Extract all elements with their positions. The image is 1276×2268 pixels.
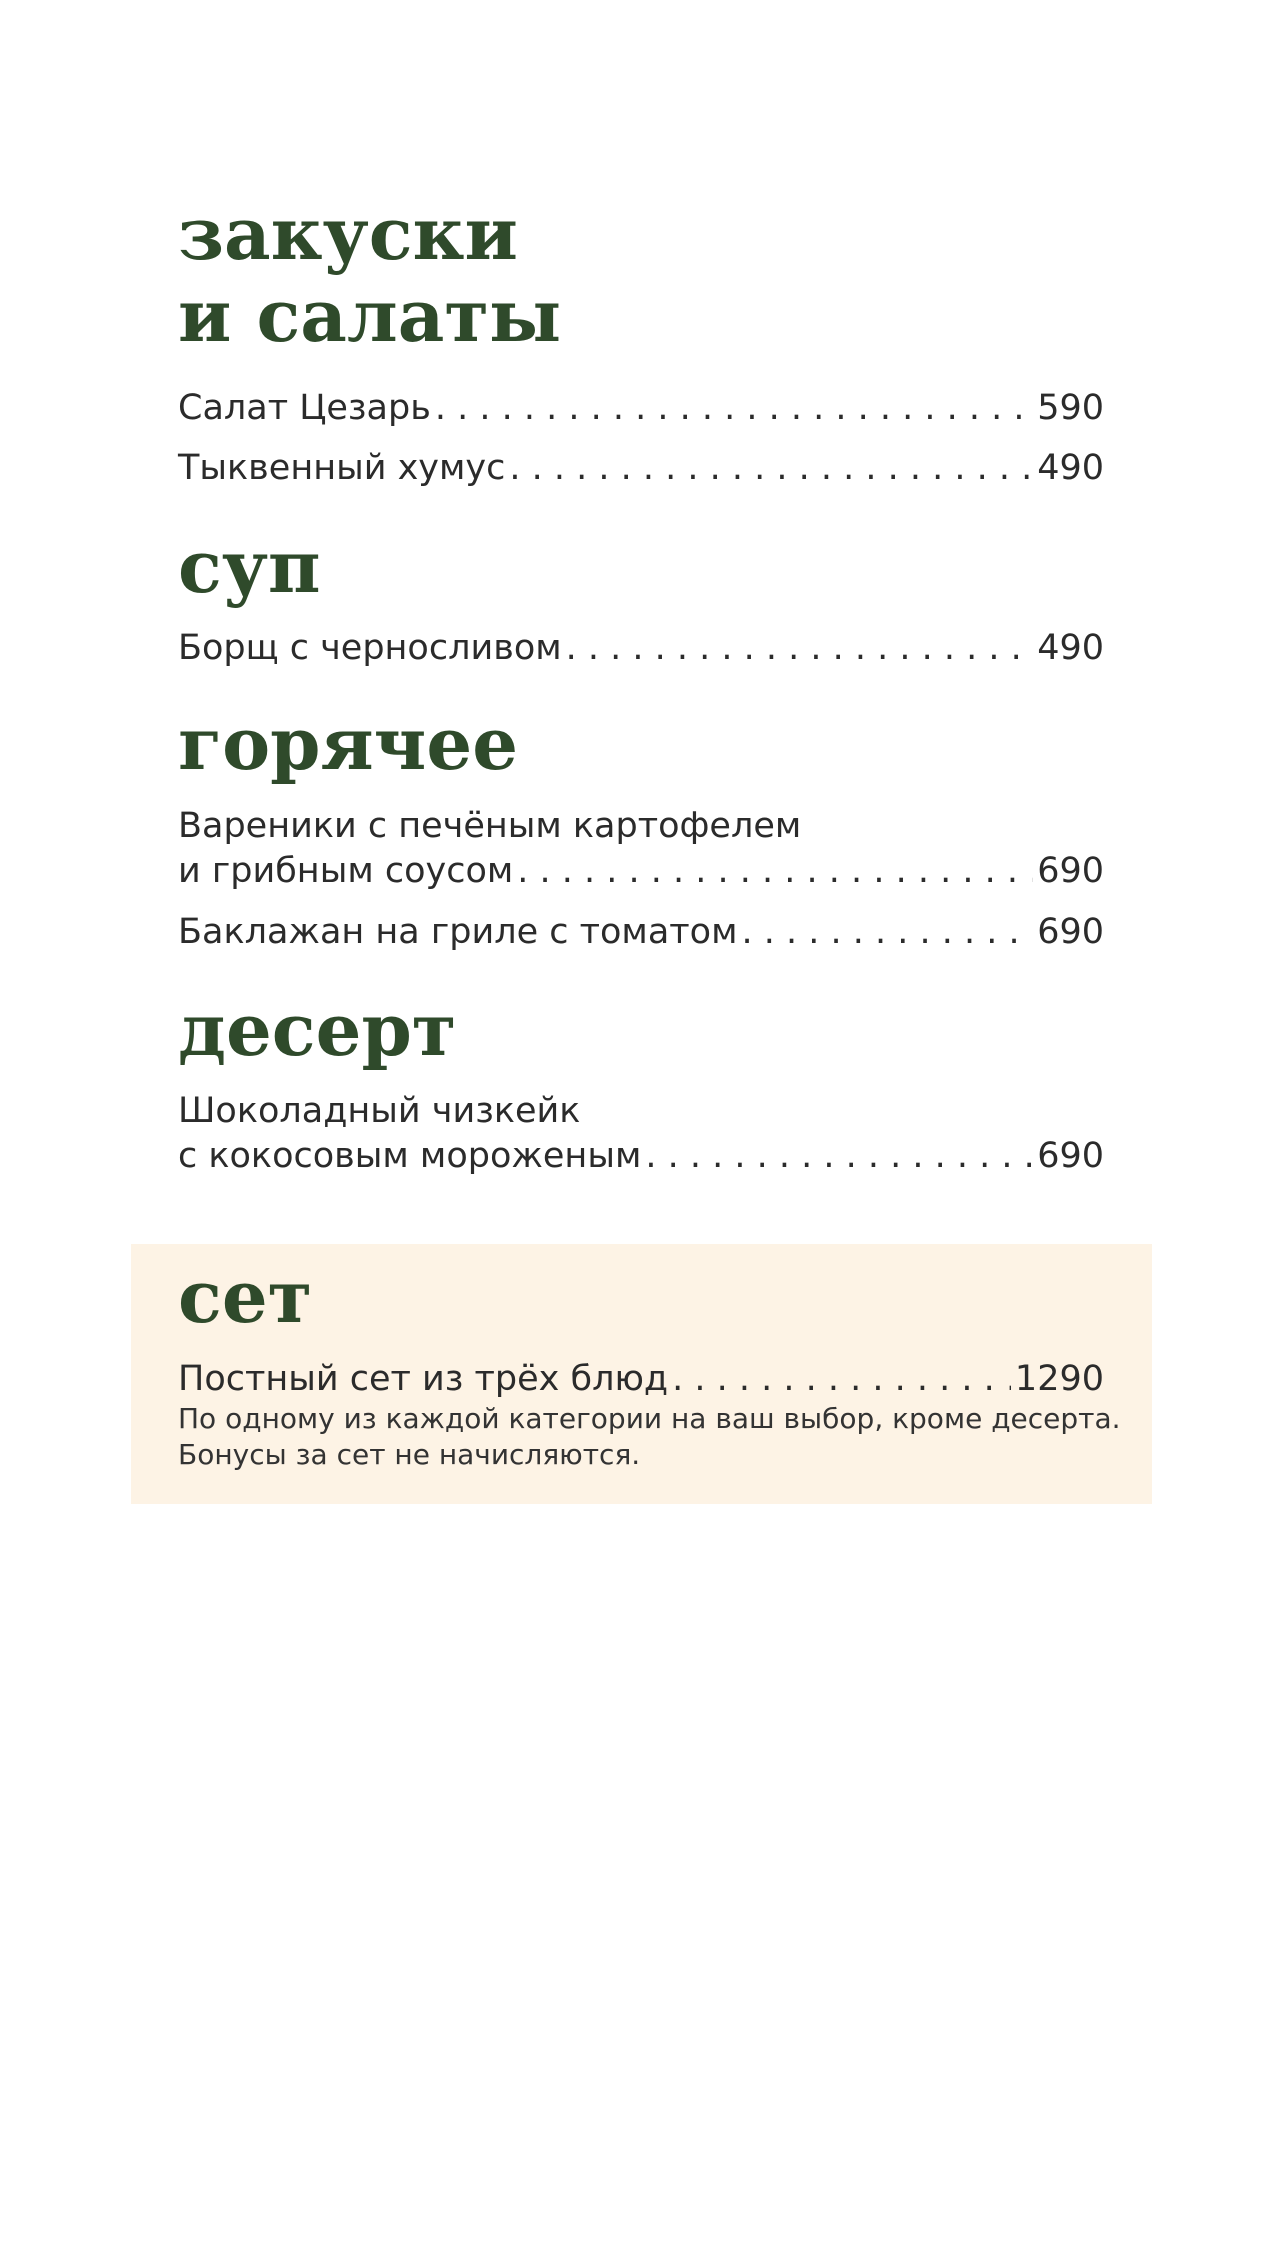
menu-item-borscht [178,626,1104,671]
section-title-dessert: десерт [178,987,457,1072]
menu-item-name-line1: Вареники с печёным картофелем [178,806,802,846]
menu-item-name: Салат Цезарь [178,388,431,428]
section-title-snacks [178,193,561,357]
set-note-line1: По одному из каждой категории на ваш выбор, кроме десерта. [178,1402,1121,1435]
menu-item-price: 490 [1037,448,1104,488]
menu-item-pumpkin-hummus [178,446,1104,491]
set-note [178,1401,1121,1473]
menu-item-caesar-salad [178,386,1104,431]
menu-item-price: 1290 [1014,1359,1104,1399]
dot-leader [741,910,1033,955]
menu-item-name: Постный сет из трёх блюд [178,1359,669,1399]
menu-item-name-line1: Шоколадный чизкейк [178,1091,581,1131]
dot-leader [517,849,1033,894]
dot-leader [435,386,1033,431]
menu-item-name-line2: и грибным соусом [178,851,514,891]
dot-leader [509,446,1033,491]
section-title-snacks-line1: закуски [178,191,518,276]
menu-item-name: Тыквенный хумус [178,448,506,488]
dot-leader [672,1357,1011,1402]
menu-item-name: Баклажан на гриле с томатом [178,912,738,952]
menu-item-grilled-eggplant [178,910,1104,955]
menu-item-lenten-set [178,1357,1104,1402]
menu-item-price: 690 [1037,851,1104,891]
menu-item-price: 690 [1037,1136,1104,1176]
menu-item-price: 690 [1037,912,1104,952]
section-title-soup: суп [178,524,321,609]
section-title-hot: горячее [178,701,518,786]
section-title-set: сет [178,1254,313,1339]
section-title-snacks-line2: и салаты [178,273,562,358]
menu-item-name-line2: с кокосовым мороженым [178,1136,642,1176]
menu-item-price: 490 [1037,628,1104,668]
dot-leader [566,626,1034,671]
set-note-line2: Бонусы за сет не начисляются. [178,1438,641,1471]
menu-item-vareniki [178,804,1104,894]
menu-item-name: Борщ с черносливом [178,628,562,668]
menu-item-chocolate-cheesecake [178,1089,1104,1179]
dot-leader [645,1134,1033,1179]
menu-item-price: 590 [1037,388,1104,428]
